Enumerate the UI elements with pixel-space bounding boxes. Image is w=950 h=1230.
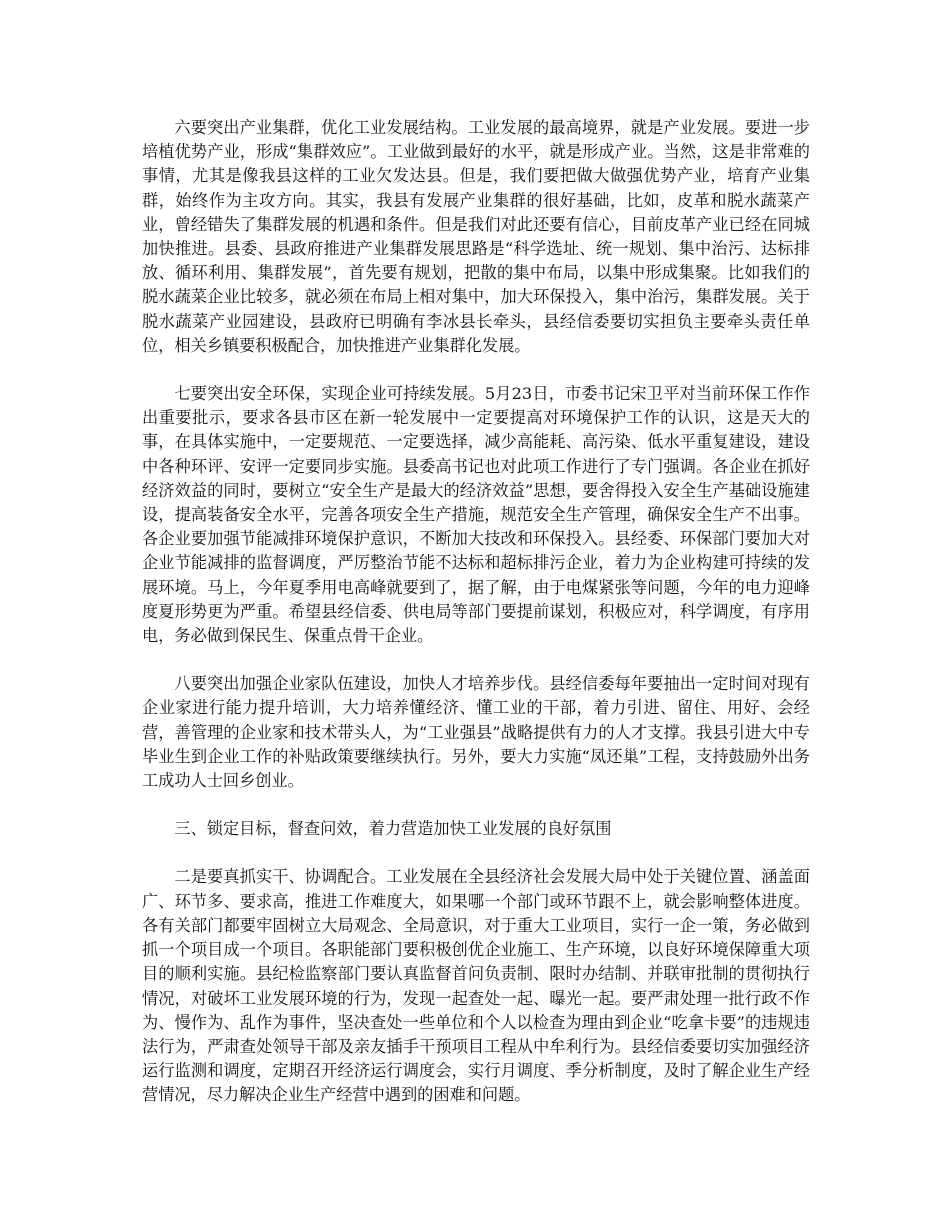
paragraph-industrial-cluster: 六要突出产业集群，优化工业发展结构。工业发展的最高境界，就是产业发展。要进一步培植优势产业，形成“集群效应”。工业做到最好的水平，就是形成产业。当然，这是非常难的事情，尤其是像我县这样的工业欠发达县。但是，我们要把做大做强优势产业，培育产业集群，始终作为主攻方向。其实，我县有发展产业集群的很好基础，比如，皮革和脱水蔬菜产业，曾经错失了集群发展的机遇和条件。但是我们对此还要有信心，目前皮革产业已经在同城加快推进。县委、县政府推进产业集群发展思路是“科学选址、统一规划、集中治污、达标排放、循环利用、集群发展”，首先要有规划，把散的集中布局，以集中形成集聚。比如我们的脱水蔬菜企业比较多，就必须在布局上相对集中，加大环保投入，集中治污，集群发展。关于脱水蔬菜产业园建设，县政府已明确有李冰县长牵头，县经信委要切实担负主要牵头责任单位，相关乡镇要积极配合，加快推进产业集群化发展。 (142, 118, 810, 355)
section-heading-three: 三、锁定目标，督查问效，着力营造加快工业发展的良好氛围 (174, 819, 612, 839)
paragraph-safety-environment: 七要突出安全环保，实现企业可持续发展。5月23日，市委书记宋卫平对当前环保工作作出重要批示，要求各县市区在新一轮发展中一定要提高对环境保护工作的认识，这是天大的事，在具体实施中，一定要规范、一定要选择，减少高能耗、高污染、低水平重复建设，建设中各种环评、安评一定要同步实施。县委高书记也对此项工作进行了专门强调。各企业在抓好经济效益的同时，要树立“安全生产是最大的经济效益”思想，要舍得投入安全生产基础设施建设，提高装备安全水平，完善各项安全生产措施，规范安全生产管理，确保安全生产不出事。各企业要加强节能减排环境保护意识，不断加大技改和环保投入。县经委、环保部门要加大对企业节能减排的监督调度，严厉整治节能不达标和超标排污企业，着力为企业构建可持续的发展环境。马上，今年夏季用电高峰就要到了，据了解，由于电煤紧张等问题，今年的电力迎峰度夏形势更为严重。希望县经信委、供电局等部门要提前谋划，积极应对，科学调度，有序用电，务必做到保民生、保重点骨干企业。 (142, 384, 810, 646)
paragraph-entrepreneur-talent: 八要突出加强企业家队伍建设，加快人才培养步伐。县经信委每年要抽出一定时间对现有企业家进行能力提升培训，大力培养懂经济、懂工业的干部，着力引进、留住、用好、会经营，善管理的企业家和技术带头人，为“工业强县”战略提供有力的人才支撑。我县引进大中专毕业生到企业工作的补贴政策要继续执行。另外，要大力实施“凤还巢”工程，支持鼓励外出务工成功人士回乡创业。 (142, 674, 810, 791)
document-body (142, 116, 810, 1132)
paragraph-coordination: 二是要真抓实干、协调配合。工业发展在全县经济社会发展大局中处于关键位置、涵盖面广、环节多、要求高，推进工作难度大，如果哪一个部门或环节跟不上，就会影响整体进度。各有关部门都要牢固树立大局观念、全局意识，对于重大工业项目，实行一企一策，务必做到抓一个项目成一个项目。各职能部门要积极创优企业施工、生产环境，以良好环境保障重大项目的顺利实施。县纪检监察部门要认真监督首问负责制、限时办结制、并联审批制的贯彻执行情况，对破坏工业发展环境的行为，发现一起查处一起、曝光一起。要严肃处理一批行政不作为、慢作为、乱作为事件，坚决查处一些单位和个人以检查为理由到企业“吃拿卡要”的违规违法行为，严肃查处领导干部及亲友插手干预项目工程从中牟利行为。县经信委要切实加强经济运行监测和调度，定期召开经济运行调度会，实行月调度、季分析制度，及时了解企业生产经营情况，尽力解决企业生产经营中遇到的困难和问题。 (142, 867, 810, 1105)
